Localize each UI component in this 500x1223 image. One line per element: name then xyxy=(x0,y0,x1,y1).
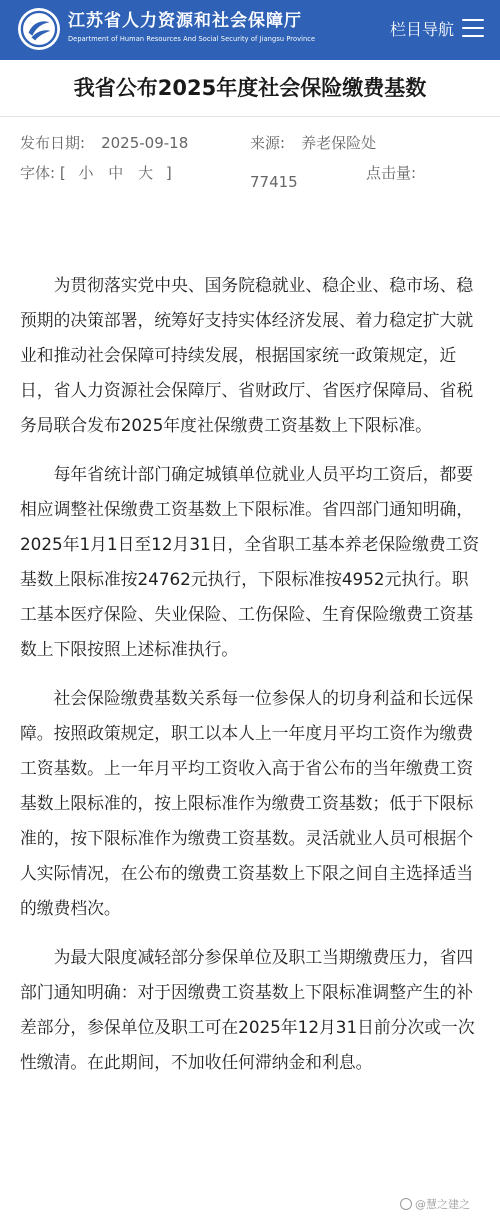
publish-date-value: 2025-09-18 xyxy=(101,134,189,152)
font-small-button[interactable]: 小 xyxy=(78,164,94,182)
site-header xyxy=(0,0,500,60)
publish-date-label: 发布日期: xyxy=(20,134,86,152)
watermark-icon xyxy=(400,1198,412,1210)
view-count-value: 77415 xyxy=(250,173,298,191)
nav-menu-button[interactable] xyxy=(390,13,484,43)
font-size-switcher xyxy=(20,163,172,183)
article-paragraph: 为最大限度减轻部分参保单位及职工当期缴费压力，省四部门通知明确：对于因缴费工资基数上下限标准调整产生的补差部分，参保单位及职工可在2025年12月31日前分次或一次性缴清。在此期间，不加收任何滞纳金和利息。 xyxy=(20,947,475,1072)
title-divider xyxy=(0,116,500,117)
article-body xyxy=(20,268,480,1094)
article-title: 我省公布2025年度社会保险缴费基数 xyxy=(73,76,427,100)
publish-date xyxy=(20,133,188,153)
source-label: 来源: xyxy=(250,134,286,152)
font-bracket-close: ] xyxy=(165,164,172,182)
font-bracket-open: [ xyxy=(59,164,66,182)
org-name-cn: 江苏省人力资源和社会保障厅 xyxy=(68,11,302,31)
article-paragraph: 社会保险缴费基数关系每一位参保人的切身利益和长远保障。按照政策规定，职工以本人上一年度月平均工资作为缴费工资基数。上一年月平均工资收入高于省公布的当年缴费工资基数上限标准的，按上限标准作为缴费工资基数；低于下限标准的，按下限标准作为缴费工资基数。灵活就业人员可根据个人实际情况，在公布的缴费工资基数上下限之间自主选择适当的缴费档次。 xyxy=(20,688,474,918)
font-large-button[interactable]: 大 xyxy=(138,164,154,182)
org-name-en: Department of Human Resources And Social Security of Jiangsu Province xyxy=(68,35,316,43)
font-medium-button[interactable]: 中 xyxy=(108,164,124,182)
hamburger-menu-icon xyxy=(462,19,484,37)
source-value: 养老保险处 xyxy=(301,134,377,152)
font-size-label: 字体: xyxy=(20,164,56,182)
article-paragraph: 每年省统计部门确定城镇单位就业人员平均工资后，都要相应调整社保缴费工资基数上下限标准。省四部门通知明确，2025年1月1日至12月31日，全省职工基本养老保险缴费工资基数上限标准按24762元执行，下限标准按4952元执行。职工基本医疗保险、失业保险、工伤保险、生育保险缴费工资基数上下限按照上述标准执行。 xyxy=(20,464,480,659)
watermark-text: @慧之建之 xyxy=(415,1198,470,1211)
logo-emblem-icon[interactable] xyxy=(18,8,60,50)
article-source xyxy=(250,133,376,153)
view-count-label: 点击量: xyxy=(366,164,417,182)
watermark xyxy=(400,1196,470,1212)
site-brand[interactable] xyxy=(68,11,315,44)
article-paragraph: 为贯彻落实党中央、国务院稳就业、稳企业、稳市场、稳预期的决策部署，统筹好支持实体经济发展、着力稳定扩大就业和推动社会保障可持续发展，根据国家统一政策规定，近日，省人力资源社会保障厅、省财政厅、省医疗保障局、省税务局联合发布2025年度社保缴费工资基数上下限标准。 xyxy=(20,275,474,435)
nav-menu-label: 栏目导航 xyxy=(390,19,455,39)
